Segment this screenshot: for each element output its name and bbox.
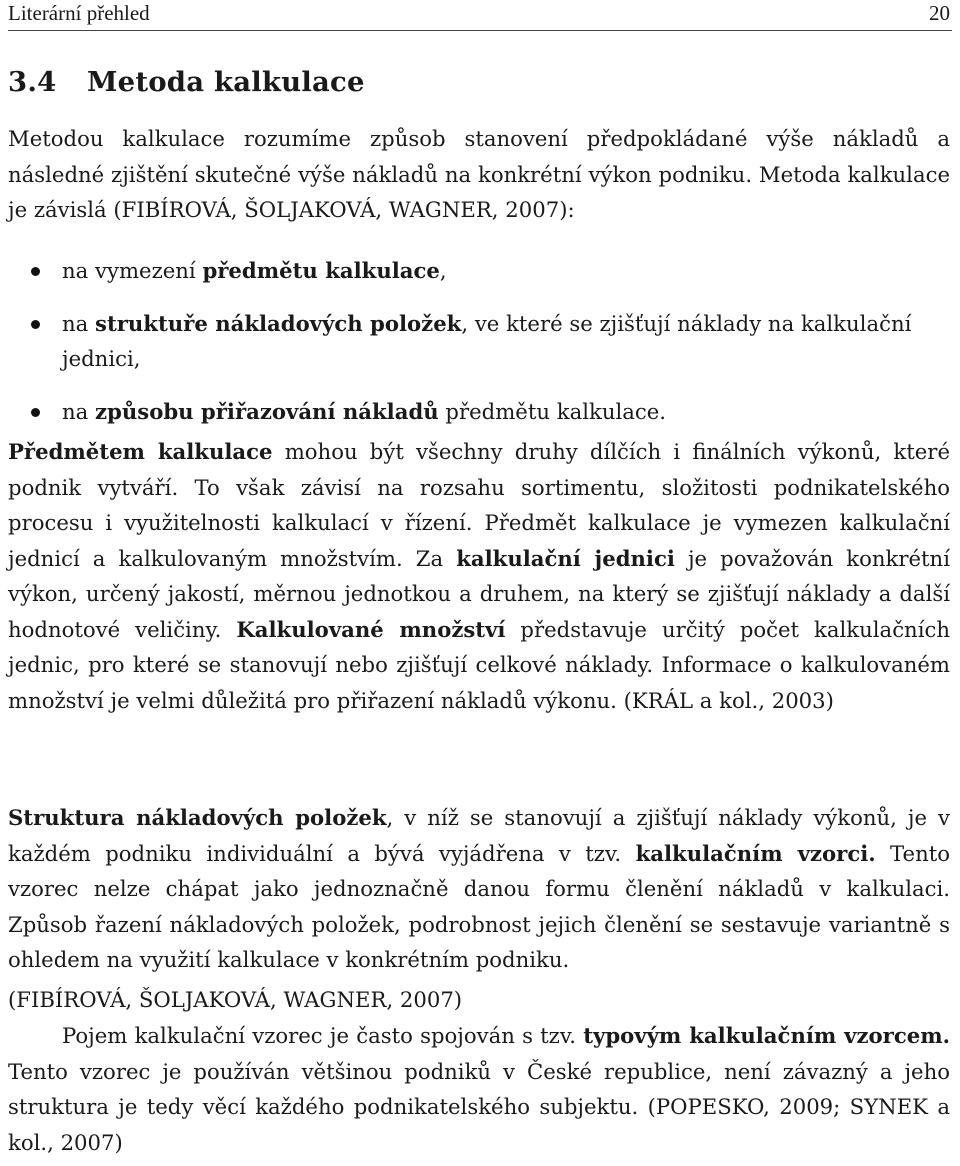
paragraph-calculation-subject: Předmětem kalkulace mohou být všechny druhy dílčích i finálních výkonů, které podnik vytváří. To však závisí na rozsahu sortimentu, složitosti podnikatelského procesu i využitelnosti kalkulací v řízení. Předmět kalkulace je vymezen kalkulační jednicí a kalkulovaným množstvím. Za kalkulační jednici je považován konkrétní výkon, určený jakostí, měrnou jednotkou a druhem, na který se zjišťují náklady a další hodnotové veličiny. Kalkulované množství představuje určitý počet kalkulačních jednic, pro které se stanovují nebo zjišťují celkové náklady. Informace o kalkulovaném množství je velmi důležitá pro přiřazení nákladů výkonu. (KRÁL a kol., 2003): [8, 439, 950, 713]
bold-term: kalkulační jednici: [456, 545, 675, 571]
list-item: na způsobu přiřazování nákladů předmětu kalkulace.: [8, 394, 950, 430]
paragraph-typical-formula: Pojem kalkulační vzorec je často spojován s tzv. typovým kalkulačním vzorcem. Tento vzorec je používán většinou podniků v České republice, není závazný a jeho struktura je tedy věcí každého podnikatelského subjektu. (POPESKO, 2009; SYNEK a kol., 2007): [8, 1023, 950, 1155]
bullet-icon: [31, 320, 40, 329]
header-section-title: Literární přehled: [8, 1, 150, 25]
section-title: Metoda kalkulace: [87, 66, 365, 98]
bold-term: kalkulačním vzorci.: [635, 840, 876, 866]
bold-term: Kalkulované množství: [236, 616, 506, 642]
page-number: 20: [929, 1, 950, 25]
bold-term: Struktura nákladových položek: [8, 805, 387, 830]
bold-term: způsobu přiřazování nákladů: [95, 398, 439, 424]
bullet-icon: [31, 267, 40, 276]
paragraph-cost-structure: Struktura nákladových položek, v níž se stanovují a zjišťují náklady výkonů, je v každém podniku individuální a bývá vyjádřena v tzv. kalkulačním vzorci. Tento vzorec nelze chápat jako jednoznačně danou formu členění nákladů v kalkulaci. Způsob řazení nákladových položek, podrobnost jejich členění se sestavuje variantně s ohledem na využití kalkulace v konkrétním podniku.: [8, 805, 950, 972]
list-item: na struktuře nákladových položek, ve které se zjišťují náklady na kalkulační jednici,: [8, 306, 950, 377]
bold-term: předmětu kalkulace: [202, 258, 440, 283]
citation: (FIBÍROVÁ, ŠOLJAKOVÁ, WAGNER, 2007): [8, 987, 463, 1012]
bold-term: struktuře nákladových položek: [95, 310, 462, 336]
bold-term: typovým kalkulačním vzorcem.: [583, 1023, 950, 1048]
section-number: 3.4: [8, 66, 57, 98]
intro-paragraph: Metodou kalkulace rozumíme způsob stanovení předpokládané výše nákladů a následné zjištění skutečné výše nákladů na konkrétní výkon podniku. Metoda kalkulace je závislá (FIBÍROVÁ, ŠOLJAKOVÁ, WAGNER, 2007):: [8, 126, 950, 222]
list-item: na vymezení předmětu kalkulace,: [8, 253, 950, 289]
bold-term: Předmětem kalkulace: [8, 439, 273, 464]
running-header: [8, 0, 952, 31]
section-heading: [8, 66, 365, 98]
dependency-list: [8, 253, 950, 446]
bullet-icon: [31, 408, 40, 417]
